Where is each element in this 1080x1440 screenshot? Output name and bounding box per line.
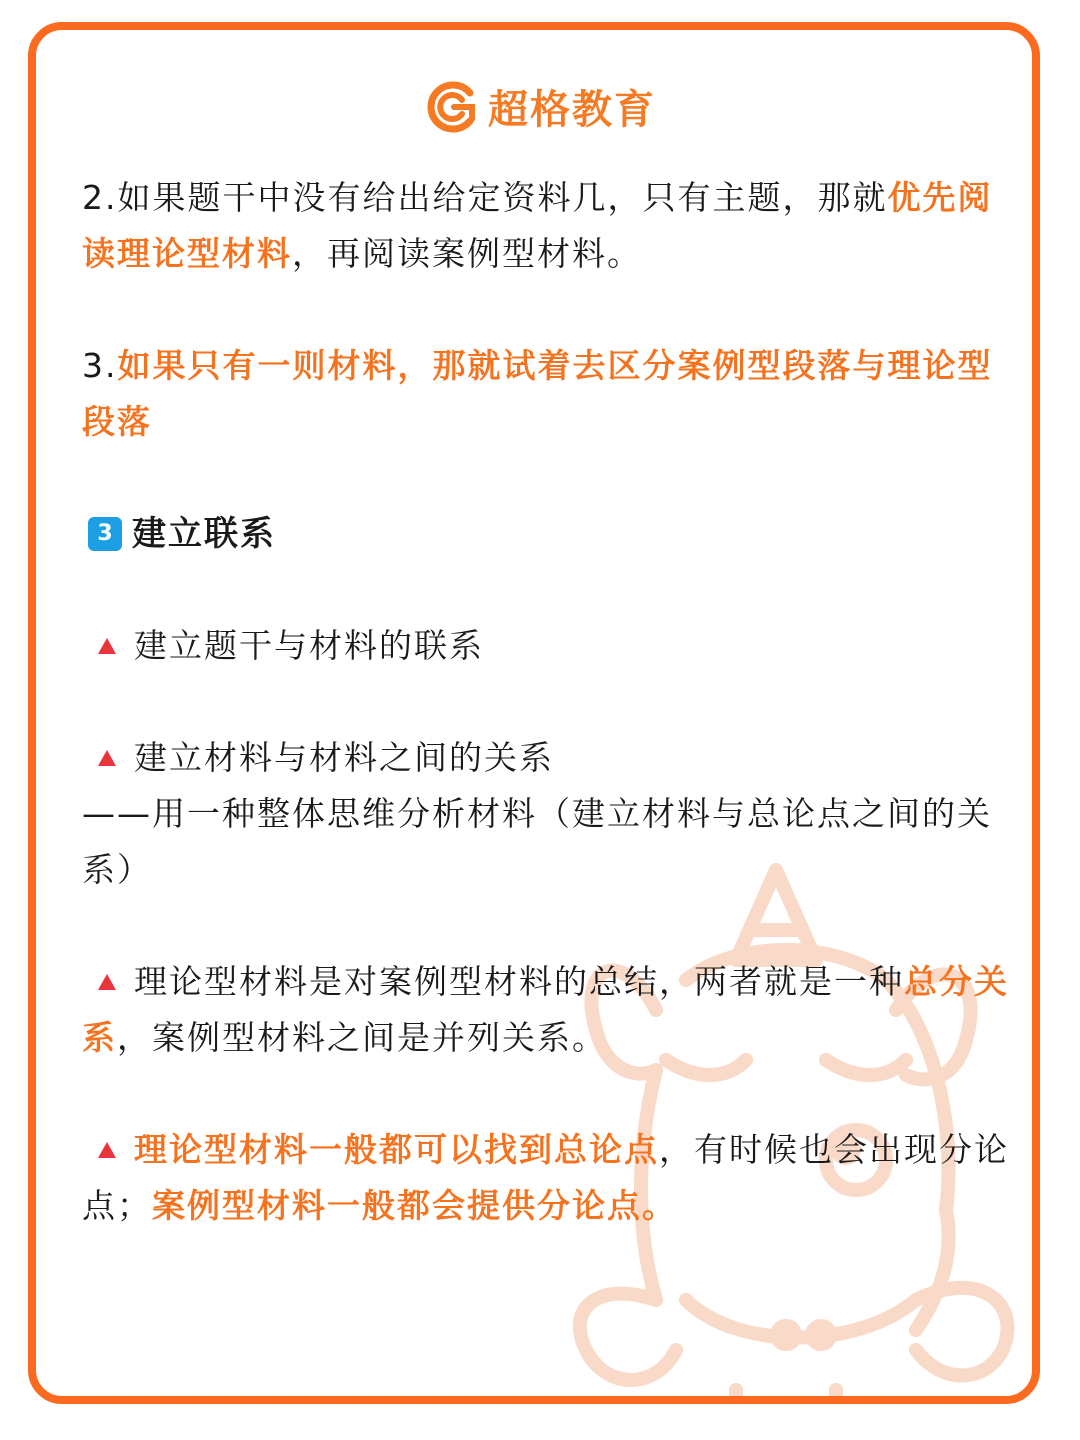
bullet-item-3-text: 理论型材料是对案例型材料的总结，两者就是一种 bbox=[134, 962, 904, 1001]
brand-name: 超格教育 bbox=[488, 87, 656, 133]
section-heading bbox=[82, 506, 1022, 562]
cg-logo-icon bbox=[424, 79, 480, 135]
paragraph-3-number: 3. bbox=[82, 346, 118, 385]
bullet-item-2-subtext: ——用一种整体思维分析材料（建立材料与总论点之间的关系） bbox=[82, 794, 992, 889]
red-triangle-icon bbox=[98, 974, 116, 990]
keycap-number-icon: 3 bbox=[88, 517, 122, 551]
bullet-item-4 bbox=[82, 1122, 1022, 1234]
paragraph-2-text: 2.如果题干中没有给出给定资料几，只有主题，那就 bbox=[82, 178, 888, 217]
bullet-item-3-tail: ，案例型材料之间是并列关系。 bbox=[117, 1018, 607, 1057]
paragraph-2-tail: ，再阅读案例型材料。 bbox=[292, 234, 642, 273]
bullet-item-3-highlight: 总分关系 bbox=[82, 962, 1009, 1057]
card-frame bbox=[28, 22, 1040, 1404]
paragraph-3-highlight: 如果只有一则材料，那就试着去区分案例型段落与理论型段落 bbox=[82, 346, 993, 441]
bullet-item-4-text: ，有时候也会出现分论点； bbox=[82, 1130, 1009, 1225]
bullet-item-3 bbox=[82, 954, 1022, 1066]
paragraph-3 bbox=[82, 338, 1022, 450]
article-content bbox=[82, 170, 1022, 1234]
bullet-item-1-text: 建立题干与材料的联系 bbox=[134, 626, 484, 665]
bullet-item-4-highlight-2: 案例型材料一般都会提供分论点。 bbox=[152, 1186, 677, 1225]
bullet-item-1 bbox=[82, 618, 1022, 674]
bullet-item-2-text: 建立材料与材料之间的关系 bbox=[134, 738, 554, 777]
red-triangle-icon bbox=[98, 638, 116, 654]
paragraph-2-highlight: 优先阅读理论型材料 bbox=[82, 178, 993, 273]
red-triangle-icon bbox=[98, 1142, 116, 1158]
brand-logo bbox=[424, 78, 656, 135]
bullet-item-2 bbox=[82, 730, 1022, 898]
bullet-item-4-highlight: 理论型材料一般都可以找到总论点 bbox=[134, 1130, 659, 1169]
red-triangle-icon bbox=[98, 750, 116, 766]
paragraph-2 bbox=[82, 170, 1022, 282]
section-title: 建立联系 bbox=[132, 514, 276, 554]
